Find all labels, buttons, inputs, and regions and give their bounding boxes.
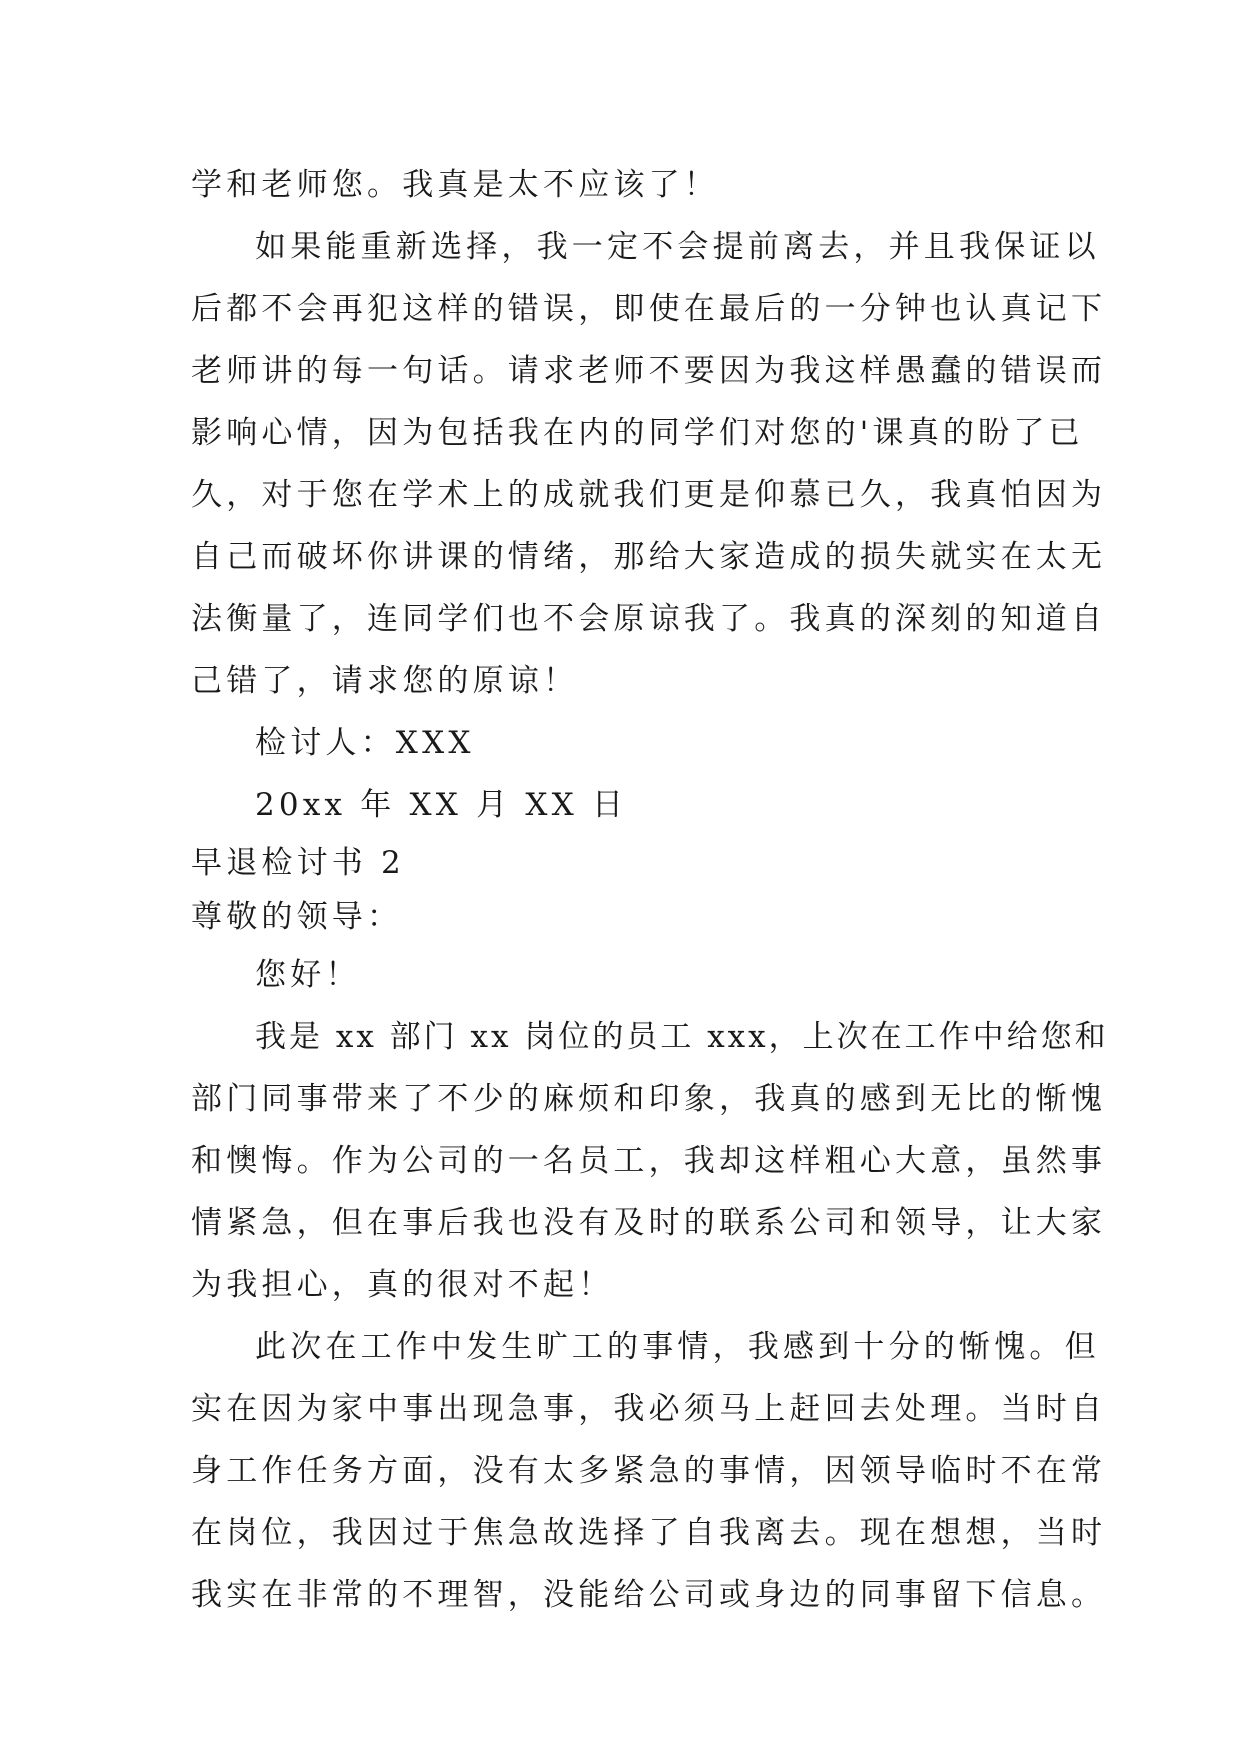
greeting: 您好！ [255, 957, 361, 993]
paragraph-line: 影响心情，因为包括我在内的同学们对您的'课真的盼了已 [191, 415, 1084, 451]
paragraph-line: 在岗位，我因过于焦急故选择了自我离去。现在想想，当时 [191, 1515, 1107, 1551]
paragraph-line: 如果能重新选择，我一定不会提前离去，并且我保证以 [255, 229, 1100, 265]
document-body [191, 154, 1109, 1626]
paragraph-line: 情紧急，但在事后我也没有及时的联系公司和领导，让大家 [191, 1205, 1107, 1241]
paragraph-line: 老师讲的每一句话。请求老师不要因为我这样愚蠢的错误而 [191, 353, 1107, 389]
paragraph-line: 此次在工作中发生旷工的事情，我感到十分的惭愧。但 [255, 1329, 1100, 1365]
paragraph-line: 己错了，请求您的原谅！ [191, 663, 579, 699]
paragraph-line: 实在因为家中事出现急事，我必须马上赶回去处理。当时自 [191, 1391, 1107, 1427]
paragraph-line: 后都不会再犯这样的错误，即使在最后的一分钟也认真记下 [191, 291, 1107, 327]
paragraph-line: 我实在非常的不理智，没能给公司或身边的同事留下信息。 [191, 1577, 1107, 1613]
paragraph-line: 法衡量了，连同学们也不会原谅我了。我真的深刻的知道自 [191, 601, 1107, 637]
paragraph-line: 久，对于您在学术上的成就我们更是仰慕已久，我真怕因为 [191, 477, 1107, 513]
paragraph-line: 自己而破坏你讲课的情绪，那给大家造成的损失就实在太无 [191, 539, 1107, 575]
section-title: 早退检讨书 2 [191, 845, 405, 881]
paragraph-line: 学和老师您。我真是太不应该了！ [191, 167, 719, 203]
paragraph-line: 和懊悔。作为公司的一名员工，我却这样粗心大意，虽然事 [191, 1143, 1107, 1179]
paragraph-line: 身工作任务方面，没有太多紧急的事情，因领导临时不在常 [191, 1453, 1107, 1489]
paragraph-line: 我是 xx 部门 xx 岗位的员工 xxx，上次在工作中给您和 [255, 1019, 1109, 1055]
date-line: 20xx 年 XX 月 XX 日 [255, 787, 628, 823]
salutation: 尊敬的领导： [191, 899, 403, 935]
paragraph-line: 部门同事带来了不少的麻烦和印象，我真的感到无比的惭愧 [191, 1081, 1107, 1117]
signer-line: 检讨人：XXX [255, 725, 475, 761]
paragraph-line: 为我担心，真的很对不起！ [191, 1267, 614, 1303]
